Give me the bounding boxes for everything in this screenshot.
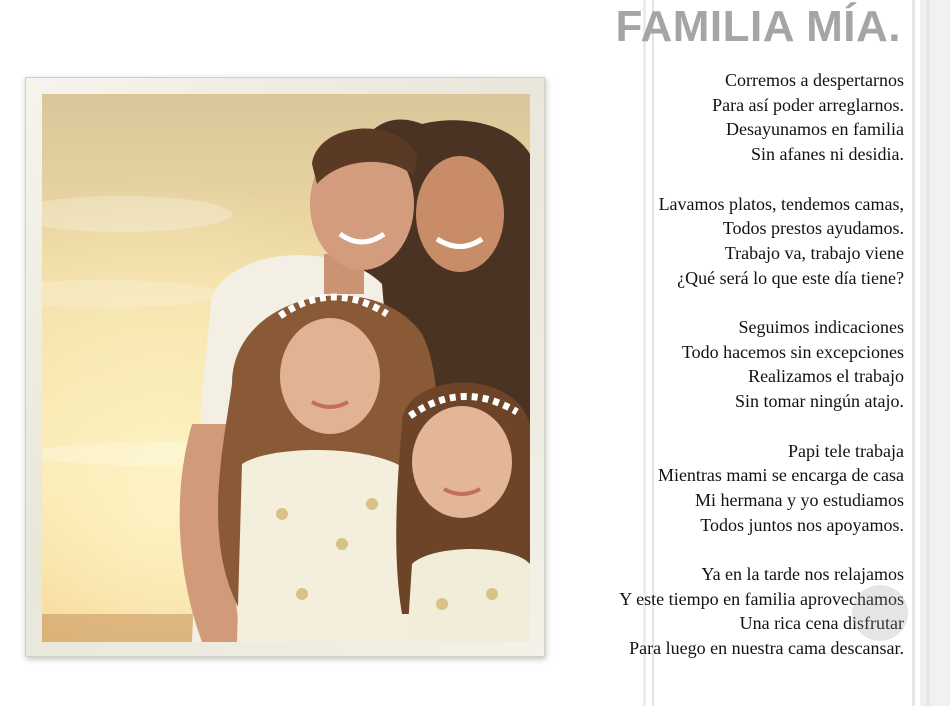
decorative-stripe [920, 0, 950, 706]
poem-stanza [544, 315, 904, 414]
poem-line: Mientras mami se encarga de casa [657, 465, 904, 486]
poem-line: Corremos a despertarnos [725, 70, 904, 90]
poem-line: Y este tiempo en familia aprovechamos [619, 588, 904, 609]
photo-frame [25, 77, 545, 657]
poem-stanza [544, 192, 904, 291]
poem-line: Ya en la tarde nos relajamos [701, 564, 904, 584]
poem-line: Mi hermana y yo estudiamos [695, 489, 904, 510]
poem-line: Realizamos el trabajo [748, 366, 904, 387]
page-title: FAMILIA MÍA. [615, 2, 901, 51]
poem-line: Todos prestos ayudamos. [722, 218, 904, 239]
poem-line: Papi tele trabaja [788, 440, 904, 461]
decorative-stripe [926, 0, 930, 706]
family-photo [42, 94, 530, 642]
poem-stanza [544, 68, 904, 167]
decorative-stripe [912, 0, 915, 706]
poem-line: Lavamos platos, tendemos camas, [658, 193, 904, 214]
poem-line: ¿Qué será lo que este día tiene? [677, 267, 904, 288]
cursor-highlight [852, 585, 908, 641]
poem-line: Sin afanes ni desidia. [751, 144, 904, 165]
poem-stanza [544, 439, 904, 538]
poem-line: Trabajo va, trabajo viene [724, 242, 904, 263]
poem-line: Sin tomar ningún atajo. [735, 391, 904, 412]
poem-line: Para así poder arreglarnos. [712, 94, 904, 115]
poem-line: Todo hacemos sin excepciones [681, 341, 904, 362]
poem-line: Desayunamos en familia [726, 119, 904, 140]
poem-line: Todos juntos nos apoyamos. [700, 514, 904, 535]
poem-line: Una rica cena disfrutar [739, 613, 904, 634]
poem-line: Seguimos indicaciones [738, 317, 904, 337]
poem [544, 68, 904, 661]
poem-line: Para luego en nuestra cama descansar. [629, 638, 904, 659]
poem-stanza [544, 562, 904, 661]
